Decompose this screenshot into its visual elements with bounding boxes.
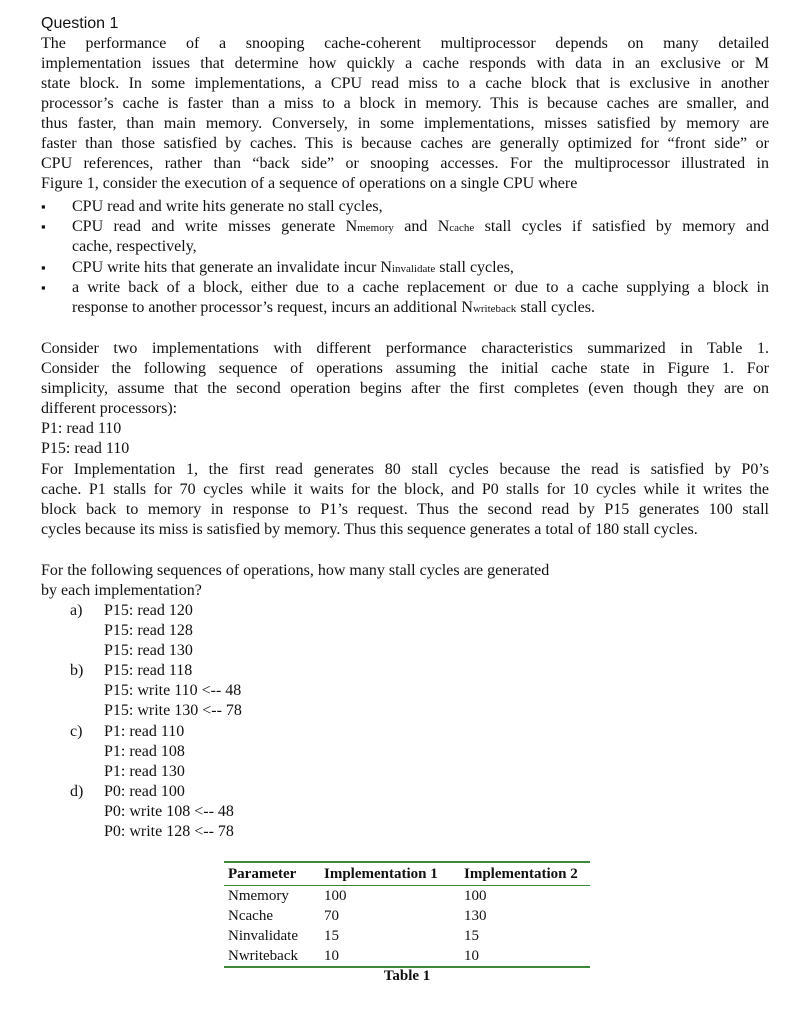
bullet-text: CPU read and write misses generate N [72,218,358,235]
subscript: cache [449,222,475,234]
bullet-square-icon: ▪ [41,219,46,234]
table-cell: 70 [324,907,339,924]
para2-line: Consider the following sequence of operations assuming the initial cache state in Figure 1. For [41,360,769,377]
table-cell: 15 [464,927,479,944]
operation: P15: read 130 [104,642,193,659]
part-label: a) [70,602,83,619]
part-label: c) [70,723,83,740]
subscript: invalidate [391,263,436,275]
bullet-text: CPU write hits that generate an invalidate incur N [72,259,392,276]
para3-line: cycles because its miss is satisfied by memory. Thus this sequence generates a total of 180 stall cycles. [41,521,698,538]
operation: P15: read 118 [104,662,193,679]
param-letter: N [228,927,239,944]
table-row [224,926,590,946]
table-header-row [224,862,590,886]
para3-line: cache. P1 stalls for 70 cycles while it waits for the block, and P0 stalls for 10 cycles while it writes the [41,481,769,498]
param-letter: N [228,947,239,964]
parameter-name [224,926,320,946]
operation: P15: read 128 [104,622,193,639]
bullet-text: stall cycles, [435,259,514,276]
bullet-square-icon: ▪ [41,280,46,295]
param-subscript: cache [238,907,273,924]
column-header: Implementation 1 [320,862,460,886]
parameters-table [224,861,590,968]
example-op: P1: read 110 [41,420,122,437]
part-label: b) [70,662,84,679]
bullet-text: stall cycles if satisfied by memory and [474,218,769,235]
bullet-text: response to another processor’s request, incurs an additional N [72,299,473,316]
intro-line: implementation issues that determine how quickly a cache responds with data in an exclusive or M [41,55,769,72]
table-row [224,906,590,926]
subscript: writeback [472,303,517,315]
table-cell: 130 [464,907,487,924]
operation: P15: write 110 <-- 48 [104,682,242,699]
parameter-name [224,886,320,907]
parameter-name [224,946,320,967]
para3-line: For Implementation 1, the first read generates 80 stall cycles because the read is satisfied by P0’s [41,461,769,478]
bullet-continuation [72,298,769,319]
bullet-text: stall cycles. [516,299,595,316]
subscript: memory [357,222,394,234]
column-header: Parameter [224,862,320,886]
table-caption: Table 1 [383,968,431,984]
intro-line: thus faster, than main memory. Conversely, in some implementations, misses satisfied by memory are [41,115,769,132]
table-cell: 100 [464,887,487,904]
operation: P0: write 108 <-- 48 [104,803,234,820]
table-row [224,946,590,967]
bullet-item [72,258,769,279]
operation: P1: read 110 [104,723,185,740]
operation: P15: write 130 <-- 78 [104,702,242,719]
operation: P0: read 100 [104,783,185,800]
intro-line: The performance of a snooping cache-coherent multiprocessor depends on many detailed [41,35,769,52]
question-heading: Question 1 [41,15,119,32]
operation: P1: read 130 [104,763,185,780]
operation: P1: read 108 [104,743,185,760]
table-row [224,886,590,907]
bullet-square-icon: ▪ [41,260,46,275]
bullet-square-icon: ▪ [41,199,46,214]
bullet-item [72,217,769,238]
bullet-continuation: cache, respectively, [72,238,197,255]
intro-line: processor’s cache is faster than a miss to a block in memory. This is because caches are smaller, and [41,95,769,112]
para3-line: block back to memory in response to P1’s request. Thus the second read by P15 generates 100 stall [41,501,769,518]
table-cell: 100 [324,887,347,904]
bullet-text: and N [393,218,450,235]
param-subscript: memory [238,887,289,904]
intro-line: faster than those satisfied by caches. This is because caches are generally optimized for “front side” or [41,135,769,152]
intro-line: CPU references, rather than “back side” or snooping accesses. For the multiprocessor illustrated in [41,155,769,172]
param-letter: N [228,887,239,904]
table-cell: 10 [460,946,590,967]
para2-line: Consider two implementations with different performance characteristics summarized in Table 1. [41,340,769,357]
part-label: d) [70,783,84,800]
intro-line: state block. In some implementations, a CPU read miss to a cache block that is exclusive in another [41,75,769,92]
table-cell: 10 [320,946,460,967]
parameter-name [224,906,320,926]
operation: P15: read 120 [104,602,193,619]
question-line: For the following sequences of operations, how many stall cycles are generated [41,562,550,579]
operation: P0: write 128 <-- 78 [104,823,234,840]
bullet-item: CPU read and write hits generate no stall cycles, [72,198,383,215]
column-header: Implementation 2 [460,862,590,886]
param-subscript: writeback [238,947,298,964]
param-letter: N [228,907,239,924]
intro-line: Figure 1, consider the execution of a sequence of operations on a single CPU where [41,175,578,192]
bullet-item: a write back of a block, either due to a cache replacement or due to a cache supplying a block in [72,279,769,296]
para2-line: different processors): [41,400,178,417]
param-subscript: invalidate [238,927,298,944]
example-op: P15: read 110 [41,440,130,457]
table-cell: 15 [324,927,339,944]
question-line: by each implementation? [41,582,202,599]
para2-line: simplicity, assume that the second operation begins after the first completes (even though they are on [41,380,769,397]
